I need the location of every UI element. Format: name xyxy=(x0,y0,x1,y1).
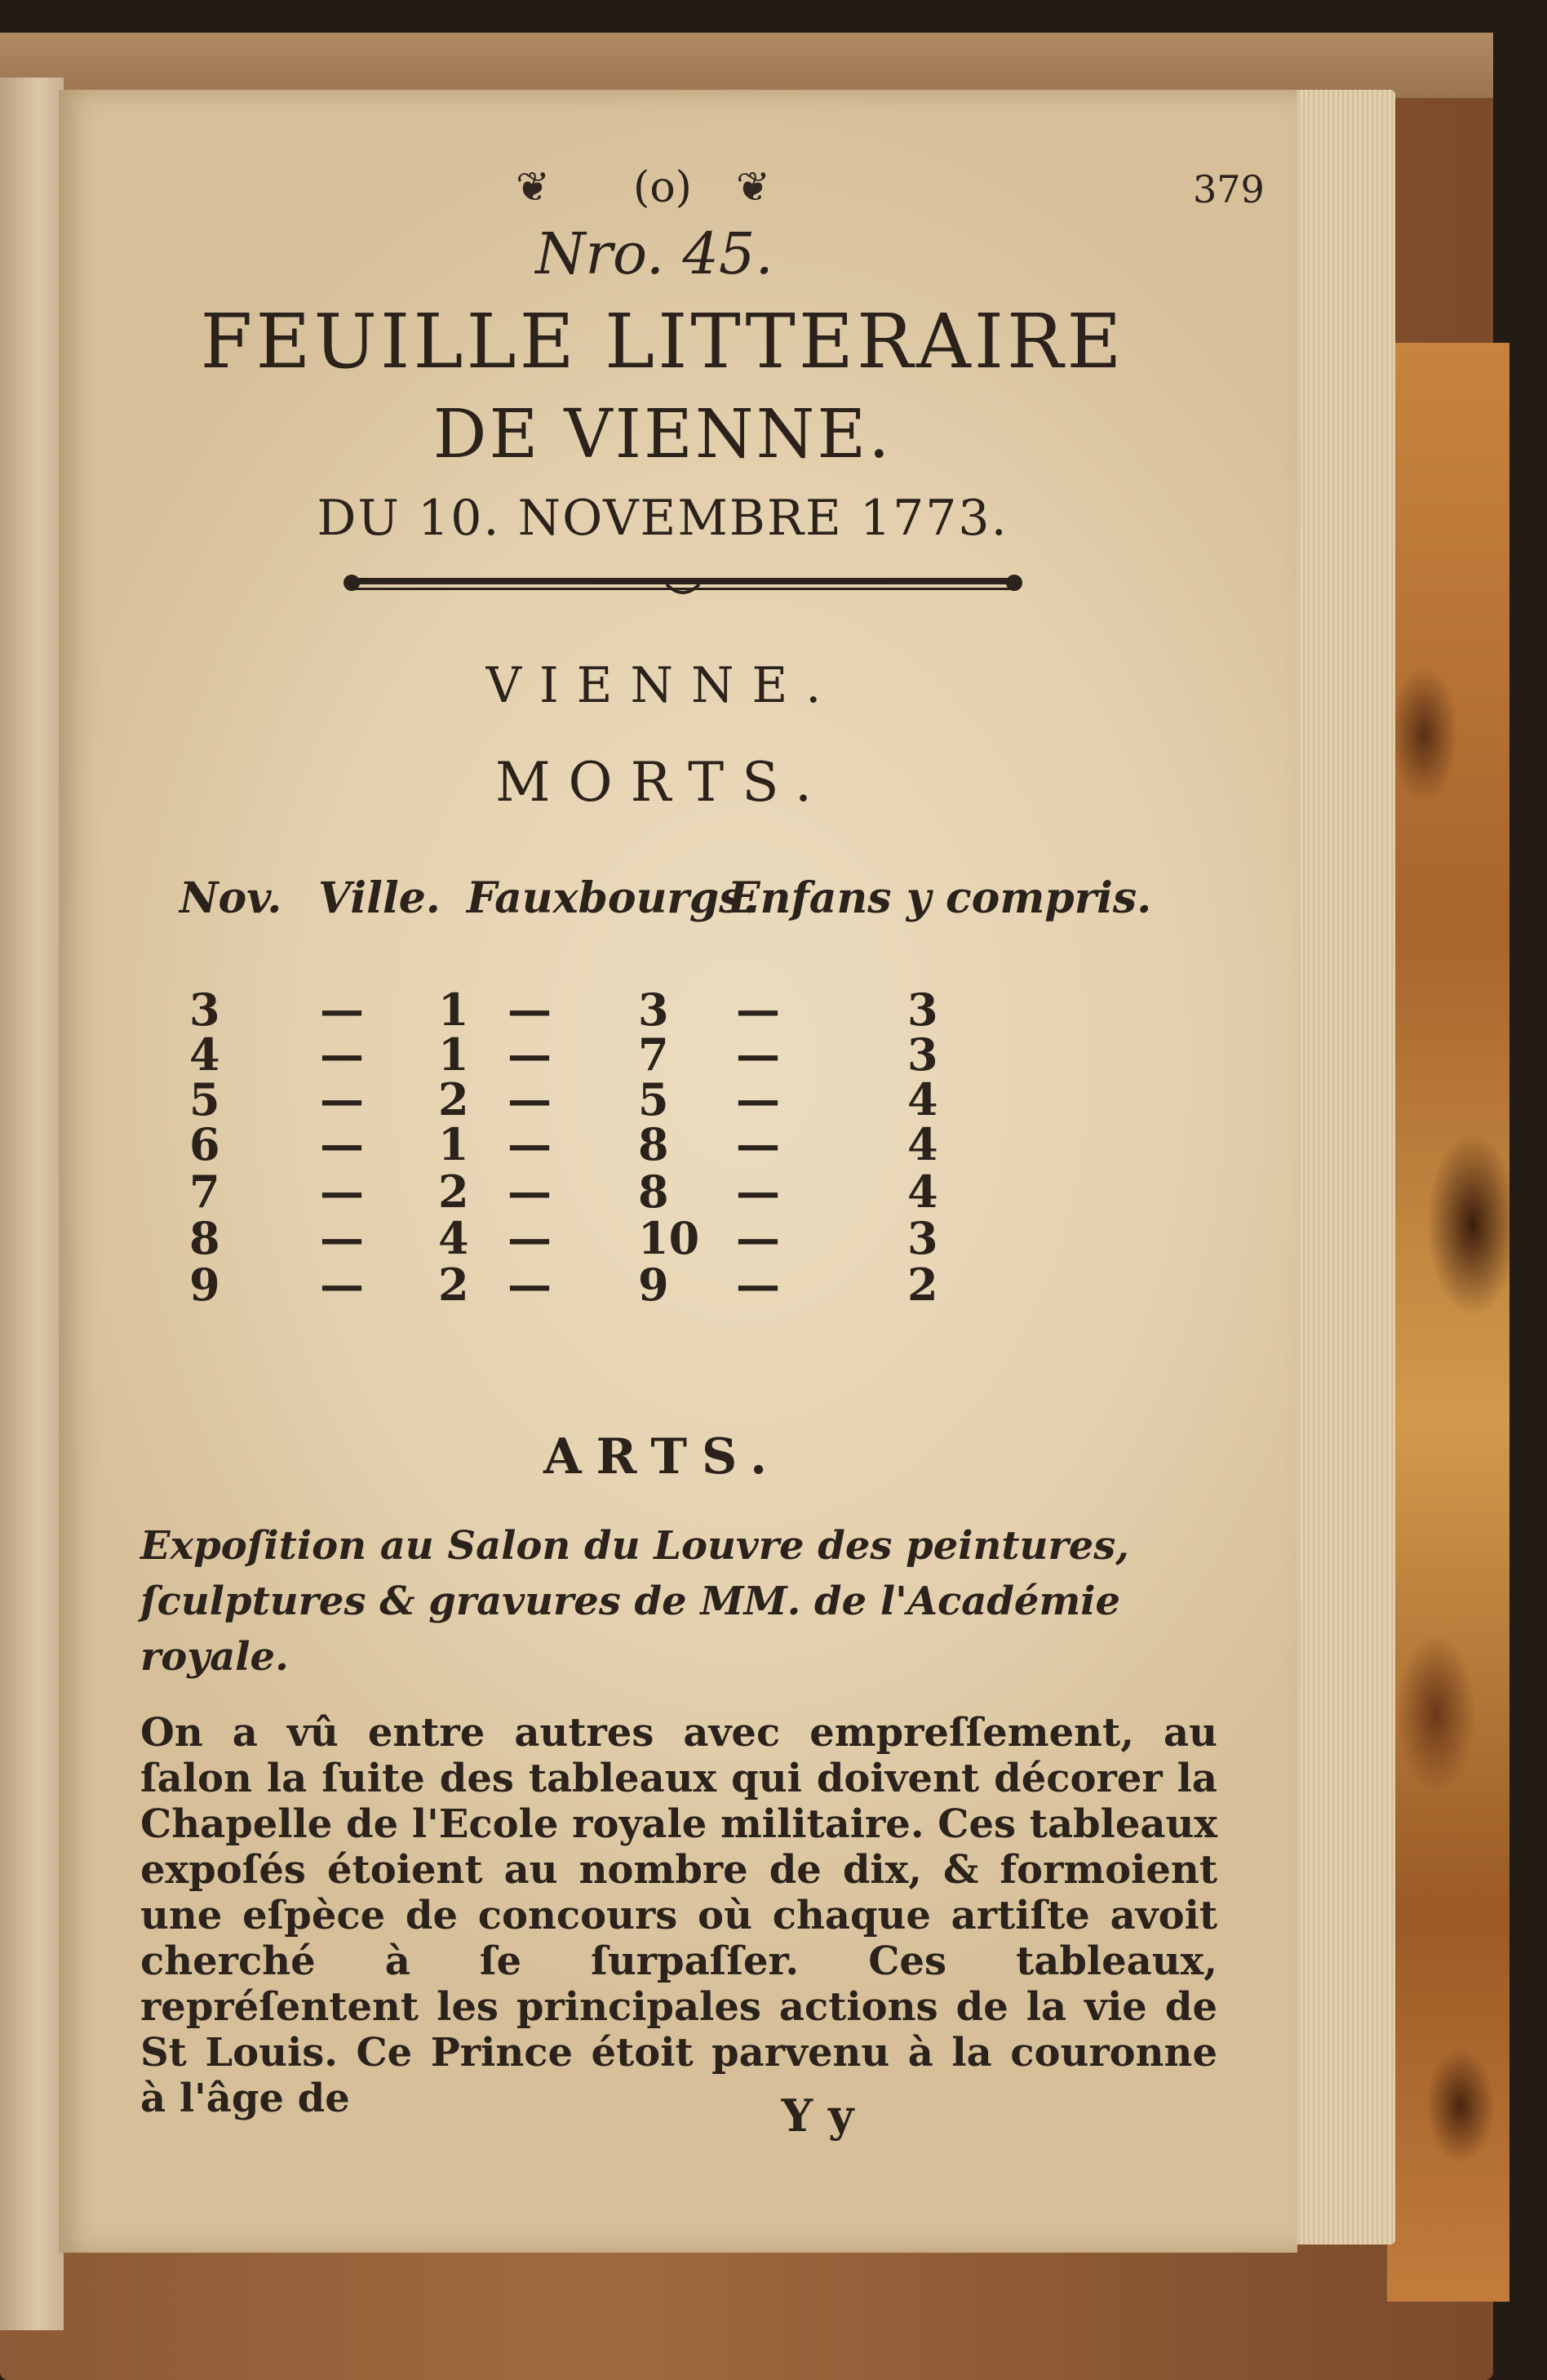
ornamental-rule-icon xyxy=(340,563,1026,604)
cell-enfans: 4 xyxy=(907,1118,938,1170)
dash: — xyxy=(736,1118,780,1170)
page-number: 379 xyxy=(1193,167,1265,211)
table-row xyxy=(59,1028,1297,1081)
column-header-enfans: Enfans y compris. xyxy=(728,873,1152,923)
cell-ville: 1 xyxy=(438,1028,469,1081)
dash: — xyxy=(508,1028,552,1081)
cell-nov: 4 xyxy=(189,1028,220,1081)
journal-title-line-2: DE VIENNE. xyxy=(432,396,893,473)
fleuron-left-icon: ❦ xyxy=(516,163,550,211)
cover-top-edge xyxy=(0,33,1493,98)
table-row xyxy=(59,1212,1297,1264)
cell-enfans: 3 xyxy=(907,1028,938,1081)
cell-fauxbourgs: 10 xyxy=(638,1212,700,1264)
dash: — xyxy=(508,1073,552,1126)
dash: — xyxy=(736,984,780,1036)
header-ornament xyxy=(442,163,867,220)
cell-nov: 8 xyxy=(189,1212,220,1264)
dash: — xyxy=(508,1259,552,1311)
signature-mark: Y y xyxy=(781,2089,854,2142)
cell-enfans: 3 xyxy=(907,984,938,1036)
issue-date: DU 10. NOVEMBRE 1773. xyxy=(317,490,1008,547)
column-header-nov: Nov. xyxy=(180,873,282,923)
dash: — xyxy=(320,1073,364,1126)
cell-nov: 3 xyxy=(189,984,220,1036)
cell-fauxbourgs: 9 xyxy=(638,1259,669,1311)
cell-fauxbourgs: 8 xyxy=(638,1166,669,1218)
page-block-edges xyxy=(1281,90,1395,2245)
dash: — xyxy=(736,1073,780,1126)
header-marker: (o) xyxy=(633,163,692,212)
dash: — xyxy=(320,1259,364,1311)
journal-title: FEUILLE LITTERAIRE xyxy=(200,298,1125,385)
cell-nov: 9 xyxy=(189,1259,220,1311)
cell-enfans: 2 xyxy=(907,1259,938,1311)
cell-nov: 6 xyxy=(189,1118,220,1170)
section-heading-arts: ARTS. xyxy=(543,1428,782,1485)
cell-nov: 7 xyxy=(189,1166,220,1218)
dash: — xyxy=(320,1212,364,1264)
dash: — xyxy=(320,1028,364,1081)
fleuron-right-icon: ❦ xyxy=(736,163,770,211)
column-header-ville: Ville. xyxy=(318,873,441,923)
dash: — xyxy=(736,1166,780,1218)
cell-fauxbourgs: 7 xyxy=(638,1028,669,1081)
dash: — xyxy=(508,1166,552,1218)
table-row xyxy=(59,1166,1297,1218)
cell-enfans: 3 xyxy=(907,1212,938,1264)
cell-fauxbourgs: 8 xyxy=(638,1118,669,1170)
dash: — xyxy=(736,1028,780,1081)
dash: — xyxy=(508,1212,552,1264)
cell-ville: 2 xyxy=(438,1166,469,1218)
dash: — xyxy=(508,1118,552,1170)
article-body: On a vû entre autres avec empreſſement, au ſalon la ſuite des tableaux qui doivent décorer la Chapelle de l'Ecole royale militaire. Ces tableaux expoſés étoient au nombre de dix, & formoient une eſpèce de concours où chaque artiſte avoit cherché à ſe ſurpaſſer. Ces tableaux, repréſentent les principales actions de la vie de St Louis. Ce Prince étoit parvenu à la couronne à l'âge de xyxy=(140,1710,1217,2121)
marbled-board xyxy=(1387,343,1509,2302)
dash: — xyxy=(736,1259,780,1311)
dash: — xyxy=(508,984,552,1036)
cell-enfans: 4 xyxy=(907,1166,938,1218)
article-heading: Expoſition au Salon du Louvre des peintures, ſculptures & gravures de MM. de l'Académie royale. xyxy=(140,1523,1129,1680)
cell-enfans: 4 xyxy=(907,1073,938,1126)
cell-ville: 1 xyxy=(438,1118,469,1170)
cell-ville: 1 xyxy=(438,984,469,1036)
dash: — xyxy=(736,1212,780,1264)
cell-fauxbourgs: 3 xyxy=(638,984,669,1036)
table-row xyxy=(59,984,1297,1036)
cell-ville: 2 xyxy=(438,1073,469,1126)
cell-fauxbourgs: 5 xyxy=(638,1073,669,1126)
table-row xyxy=(59,1118,1297,1170)
table-row xyxy=(59,1073,1297,1126)
dash: — xyxy=(320,1166,364,1218)
table-row xyxy=(59,1259,1297,1311)
subsection-heading-morts: MORTS. xyxy=(494,751,831,814)
printed-page xyxy=(59,90,1297,2253)
cell-ville: 2 xyxy=(438,1259,469,1311)
facing-page-edge xyxy=(0,78,64,2330)
dash: — xyxy=(320,1118,364,1170)
section-heading-vienne: VIENNE. xyxy=(485,657,840,714)
dash: — xyxy=(320,984,364,1036)
cell-ville: 4 xyxy=(438,1212,469,1264)
issue-number: Nro. 45. xyxy=(535,220,774,287)
column-header-fauxbourgs: Fauxbourgs. xyxy=(467,873,758,923)
cell-nov: 5 xyxy=(189,1073,220,1126)
